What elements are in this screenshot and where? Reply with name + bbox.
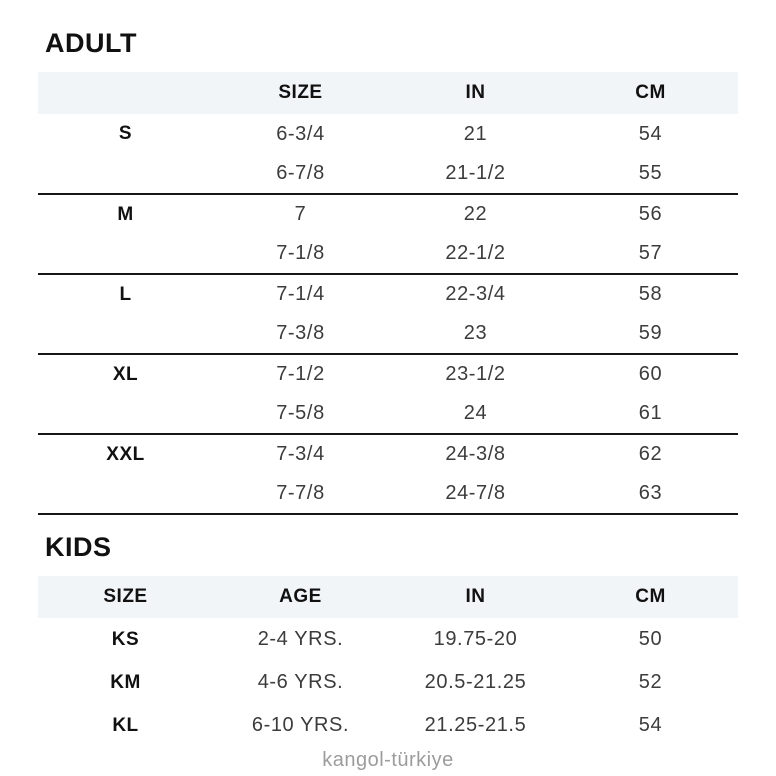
size-label-cell bbox=[38, 474, 213, 514]
table-row bbox=[38, 661, 738, 704]
cm-value-cell: 54 bbox=[638, 122, 663, 145]
in-value-cell: 21-1/2 bbox=[388, 154, 563, 194]
size-label-cell bbox=[38, 234, 213, 274]
cm-value-cell: 59 bbox=[563, 314, 738, 354]
cm-value-cell: 63 bbox=[563, 474, 738, 514]
kids-size-table bbox=[38, 576, 738, 747]
kids-header-cm: CM bbox=[563, 576, 738, 618]
in-value-cell: 22-3/4 bbox=[445, 283, 506, 305]
cm-value-cell: 60 bbox=[638, 363, 663, 385]
cm-value-cell: 55 bbox=[563, 154, 738, 194]
table-row bbox=[38, 354, 738, 394]
in-value-cell: 21.25-21.5 bbox=[424, 714, 527, 736]
size-value-cell: 7-1/4 bbox=[276, 283, 325, 305]
size-value-cell: 6-3/4 bbox=[276, 122, 325, 145]
in-value-cell: 23-1/2 bbox=[445, 363, 506, 385]
adult-header-size: SIZE bbox=[213, 72, 388, 114]
cm-value-cell: 56 bbox=[638, 203, 663, 225]
table-row bbox=[38, 704, 738, 747]
in-value-cell: 19.75-20 bbox=[433, 628, 518, 650]
in-value-cell: 24-7/8 bbox=[388, 474, 563, 514]
adult-header-cm: CM bbox=[563, 72, 738, 114]
kids-header-row bbox=[38, 576, 738, 618]
size-label-cell bbox=[38, 394, 213, 434]
cm-value-cell: 62 bbox=[638, 443, 663, 465]
cm-value-cell: 58 bbox=[638, 283, 663, 305]
in-value-cell: 23 bbox=[388, 314, 563, 354]
cm-value-cell: 57 bbox=[563, 234, 738, 274]
size-label-cell: M bbox=[117, 203, 134, 225]
table-row bbox=[38, 618, 738, 661]
kids-section-title: KIDS bbox=[45, 532, 112, 562]
size-label-cell: KM bbox=[110, 671, 141, 693]
in-value-cell: 22-1/2 bbox=[388, 234, 563, 274]
adult-size-table bbox=[38, 72, 738, 515]
size-label-cell: L bbox=[119, 283, 132, 305]
adult-header-blank bbox=[38, 72, 213, 114]
size-label-cell: KL bbox=[112, 714, 139, 736]
size-value-cell: 7-1/8 bbox=[213, 234, 388, 274]
size-label-cell: XL bbox=[112, 363, 139, 385]
cm-value-cell: 54 bbox=[638, 714, 663, 736]
age-value-cell: 2-4 YRS. bbox=[257, 628, 344, 650]
kids-table-body bbox=[38, 618, 738, 747]
table-row bbox=[38, 314, 738, 354]
in-value-cell: 20.5-21.25 bbox=[424, 671, 527, 693]
size-value-cell: 7-3/4 bbox=[276, 443, 325, 465]
table-row bbox=[38, 434, 738, 474]
size-value-cell: 7-7/8 bbox=[213, 474, 388, 514]
size-value-cell: 7-3/8 bbox=[213, 314, 388, 354]
age-value-cell: 4-6 YRS. bbox=[257, 671, 344, 693]
size-label-cell: S bbox=[118, 123, 133, 144]
kids-header-age: AGE bbox=[213, 576, 388, 618]
in-value-cell: 24-3/8 bbox=[445, 443, 506, 465]
table-row bbox=[38, 234, 738, 274]
in-value-cell: 22 bbox=[463, 203, 488, 225]
adult-header-in: IN bbox=[388, 72, 563, 114]
size-value-cell: 6-7/8 bbox=[213, 154, 388, 194]
adult-table-body bbox=[38, 114, 738, 514]
size-value-cell: 7-1/2 bbox=[276, 363, 325, 385]
table-row bbox=[38, 194, 738, 234]
in-value-cell: 24 bbox=[388, 394, 563, 434]
size-label-cell bbox=[38, 314, 213, 354]
cm-value-cell: 61 bbox=[563, 394, 738, 434]
table-row bbox=[38, 274, 738, 314]
in-value-cell: 21 bbox=[463, 122, 488, 145]
cm-value-cell: 52 bbox=[638, 671, 663, 693]
size-label-cell: XXL bbox=[106, 443, 145, 465]
size-label-cell: KS bbox=[111, 628, 140, 650]
size-label-cell bbox=[38, 154, 213, 194]
table-row bbox=[38, 114, 738, 154]
age-value-cell: 6-10 YRS. bbox=[251, 714, 350, 736]
kids-table-header bbox=[38, 576, 738, 618]
cm-value-cell: 50 bbox=[638, 628, 663, 650]
adult-section-title: ADULT bbox=[45, 28, 137, 58]
adult-table-header bbox=[38, 72, 738, 114]
kids-header-in: IN bbox=[388, 576, 563, 618]
watermark-text: kangol-türkiye bbox=[322, 749, 454, 771]
table-row bbox=[38, 394, 738, 434]
table-row bbox=[38, 154, 738, 194]
size-value-cell: 7 bbox=[294, 203, 307, 225]
adult-header-row bbox=[38, 72, 738, 114]
kids-header-size: SIZE bbox=[38, 576, 213, 618]
size-value-cell: 7-5/8 bbox=[213, 394, 388, 434]
table-row bbox=[38, 474, 738, 514]
